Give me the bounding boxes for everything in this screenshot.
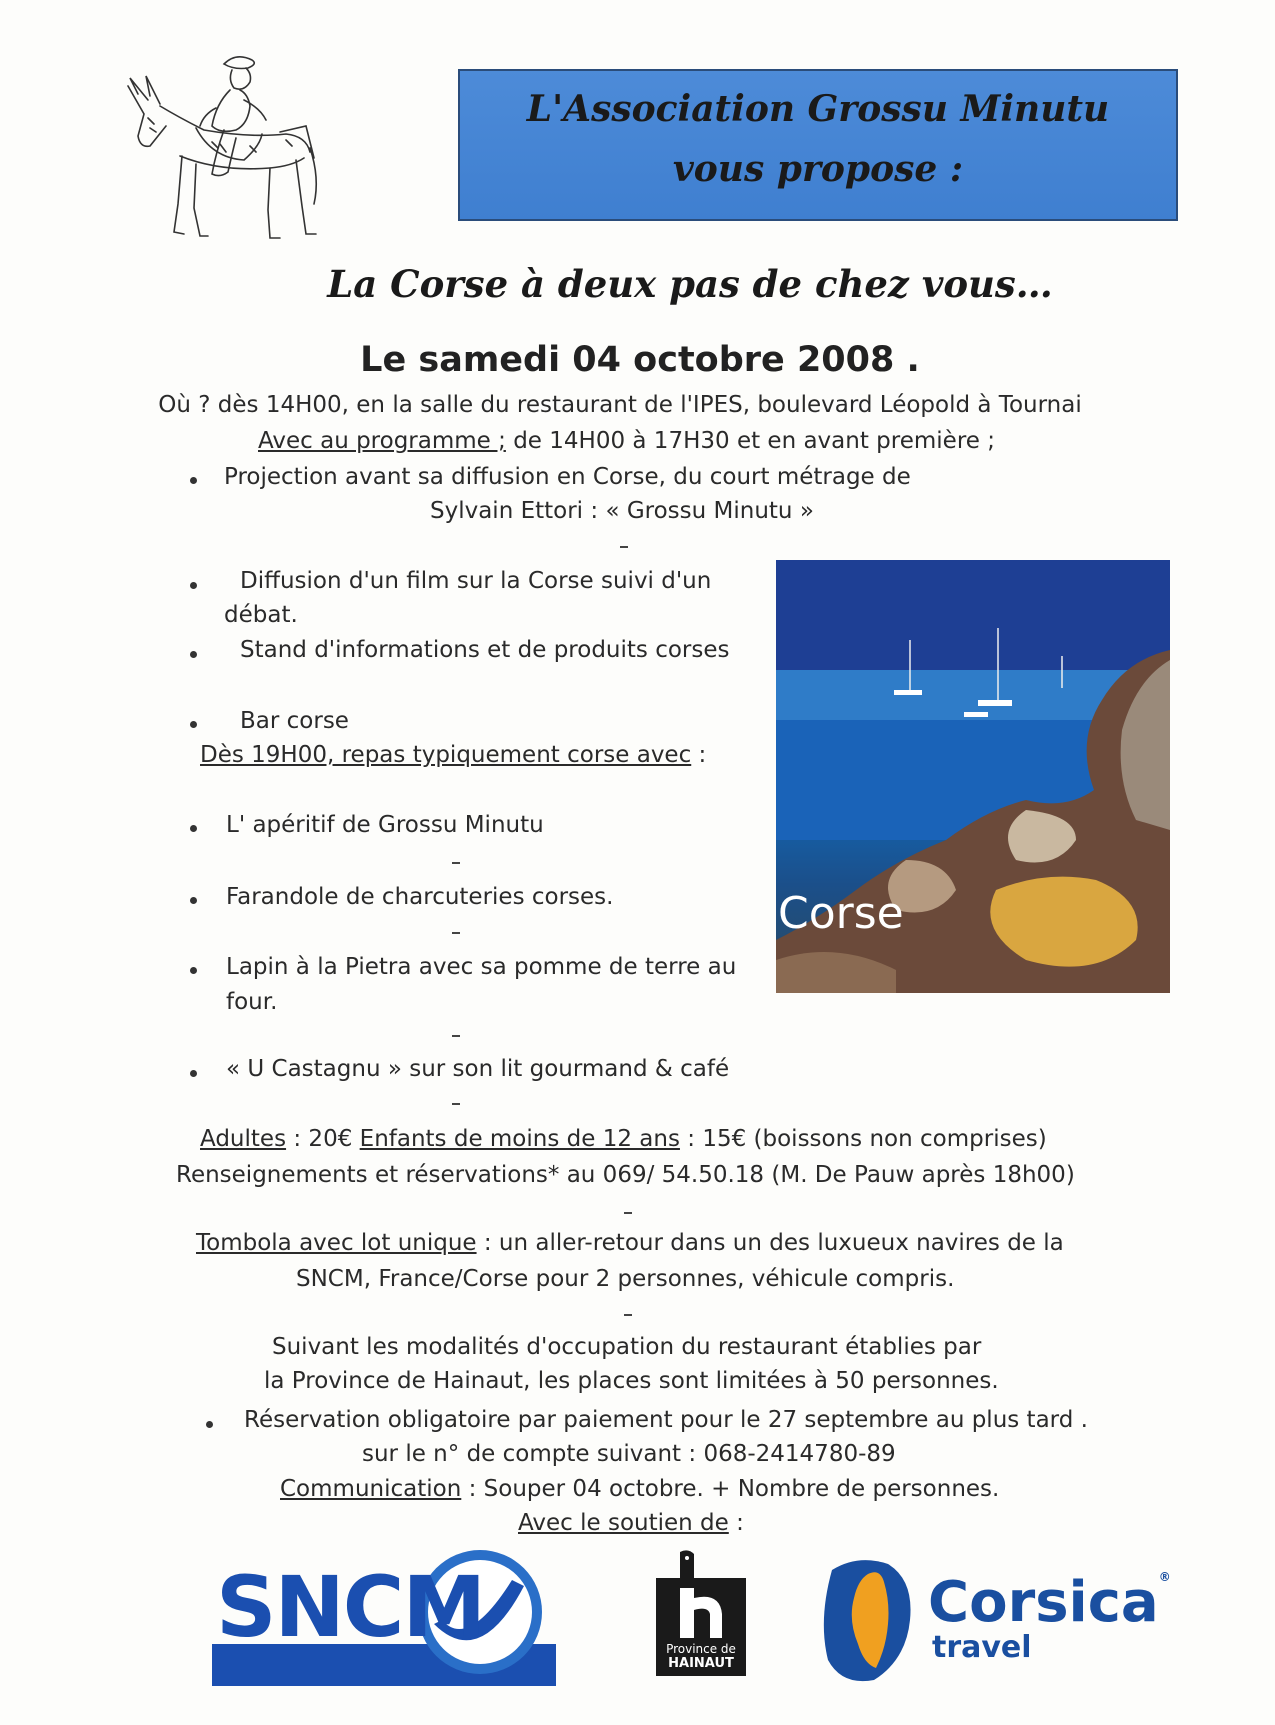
location-line: Où ? dès 14H00, en la salle du restaurant de l'IPES, boulevard Léopold à Tournai — [158, 392, 1082, 418]
bullet — [190, 967, 197, 974]
dinner-heading-rest: : — [691, 742, 707, 768]
program-item-bar: Bar corse — [240, 708, 349, 734]
dinner-item-lapin: Lapin à la Pietra avec sa pomme de terre au — [226, 954, 737, 980]
corsica-logo-text: Corsica® — [928, 1570, 1171, 1635]
program-heading — [258, 428, 995, 454]
prices-line — [200, 1126, 1047, 1152]
separator-dash — [452, 1103, 460, 1105]
bullet — [206, 1421, 213, 1428]
notice-line2: la Province de Hainaut, les places sont limitées à 50 personnes. — [264, 1368, 999, 1394]
dinner-heading-label: Dès 19H00, repas typiquement corse avec — [200, 742, 692, 768]
header-title: L'Association Grossu Minutu — [526, 88, 1110, 130]
photo-caption: Corse — [778, 888, 904, 939]
separator-dash — [452, 932, 460, 934]
program-item-projection-cont: Sylvain Ettori : « Grossu Minutu » — [430, 498, 814, 524]
children-price: : 15€ (boissons non comprises) — [679, 1126, 1047, 1152]
donkey-rider-illustration — [120, 48, 350, 258]
dinner-heading — [200, 742, 706, 768]
hainaut-line1: Province de — [666, 1642, 736, 1656]
account-number: sur le n° de compte suivant : 068-2414780-89 — [362, 1441, 896, 1467]
bullet — [190, 897, 197, 904]
tombola-label: Tombola avec lot unique — [196, 1230, 477, 1256]
sncm-logo-text: SNCM — [216, 1558, 485, 1656]
dinner-item-castagnu: « U Castagnu » sur son lit gourmand & café — [226, 1056, 730, 1082]
dinner-item-aperitif: L' apéritif de Grossu Minutu — [226, 812, 544, 838]
communication-line — [280, 1476, 999, 1502]
province-hainaut-logo — [654, 1548, 748, 1678]
separator-dash — [624, 1212, 632, 1214]
bullet — [190, 721, 197, 728]
support-label: Avec le soutien de — [518, 1510, 729, 1536]
notice-line1: Suivant les modalités d'occupation du restaurant établies par — [272, 1334, 982, 1360]
bullet — [190, 582, 197, 589]
adults-price: : 20€ — [286, 1126, 360, 1152]
bullet — [190, 477, 197, 484]
registered-mark: ® — [1158, 1570, 1171, 1584]
corsica-travel-logo — [818, 1550, 1178, 1690]
adults-label: Adultes — [200, 1126, 287, 1152]
tagline: La Corse à deux pas de chez vous… — [327, 262, 1053, 306]
program-heading-label: Avec au programme ; — [258, 428, 506, 454]
bullet — [190, 825, 197, 832]
tombola-description: : un aller-retour dans un des luxueux navires de la — [476, 1230, 1064, 1256]
event-date: Le samedi 04 octobre 2008 . — [360, 340, 920, 380]
separator-dash — [620, 546, 628, 548]
program-heading-rest: de 14H00 à 17H30 et en avant première ; — [505, 428, 995, 454]
bullet — [190, 651, 197, 658]
program-item-film-cont: débat. — [224, 602, 298, 628]
dinner-item-charcuterie: Farandole de charcuteries corses. — [226, 884, 614, 910]
sncm-logo — [212, 1540, 556, 1686]
communication-text: : Souper 04 octobre. + Nombre de personnes. — [461, 1476, 1000, 1502]
reservation-required: Réservation obligatoire par paiement pour le 27 septembre au plus tard . — [244, 1407, 1088, 1433]
program-item-film: Diffusion d'un film sur la Corse suivi d'un — [240, 568, 712, 594]
children-label: Enfants de moins de 12 ans — [359, 1126, 680, 1152]
program-item-stand: Stand d'informations et de produits corses — [240, 637, 730, 663]
communication-label: Communication — [280, 1476, 462, 1502]
dinner-item-lapin-cont: four. — [226, 989, 278, 1015]
tombola-line2: SNCM, France/Corse pour 2 personnes, véhicule compris. — [296, 1266, 955, 1292]
program-item-projection: Projection avant sa diffusion en Corse, du court métrage de — [224, 464, 911, 490]
header-subtitle: vous propose : — [672, 148, 964, 190]
separator-dash — [452, 862, 460, 864]
support-line: Avec le soutien de : — [518, 1510, 744, 1536]
tombola-line — [196, 1230, 1064, 1256]
bullet — [190, 1070, 197, 1077]
separator-dash — [452, 1035, 460, 1037]
travel-logo-text: travel — [932, 1630, 1032, 1665]
separator-dash — [624, 1314, 632, 1316]
hainaut-line2: HAINAUT — [668, 1656, 734, 1671]
reservation-info: Renseignements et réservations* au 069/ 54.50.18 (M. De Pauw après 18h00) — [176, 1162, 1075, 1188]
